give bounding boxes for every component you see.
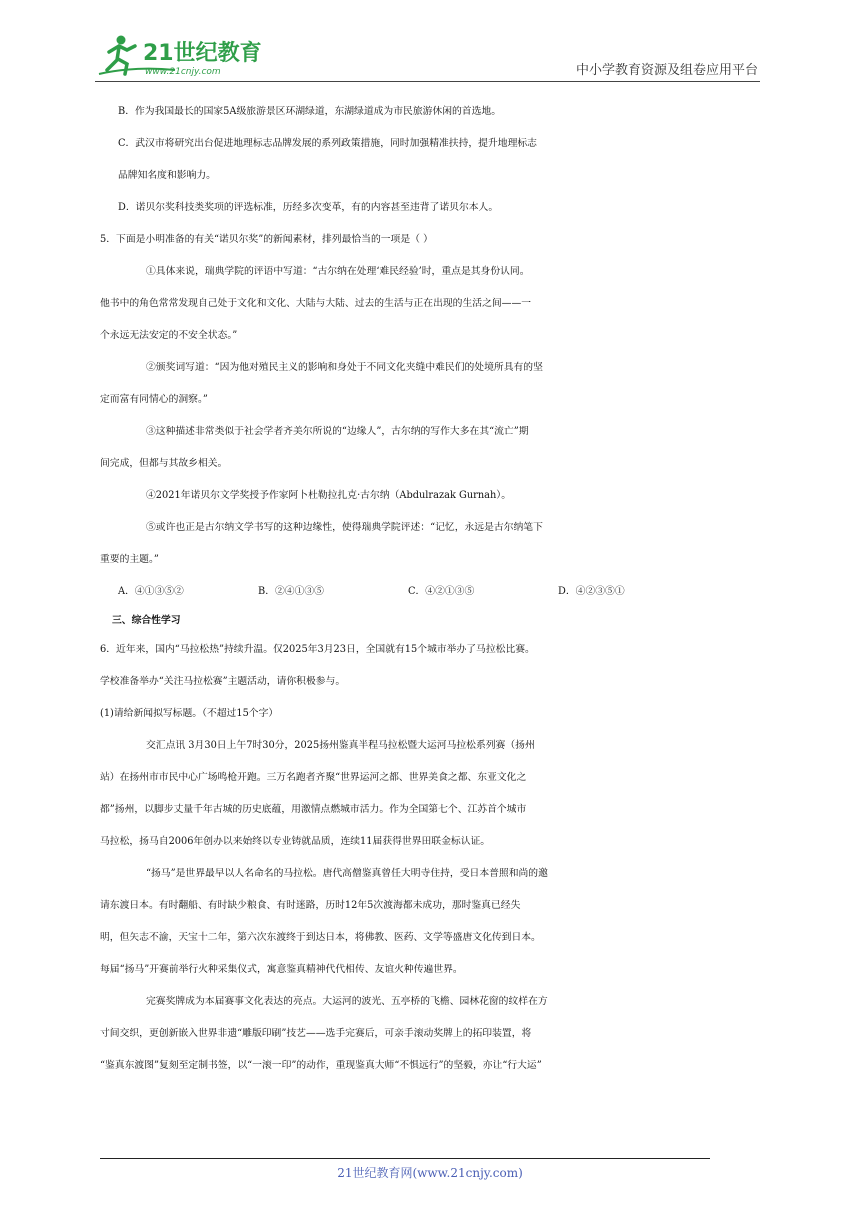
logo-text: 21世纪教育 <box>143 41 262 66</box>
material-2-line1: ②颁奖词写道：“因为他对殖民主义的影响和身处于不同文化夹缝中难民们的处境所具有的坚 <box>146 362 543 373</box>
news-p2-line4: 每届“扬马”开赛前举行火种采集仪式，寓意鉴真精神代代相传、友谊火种传遍世界。 <box>100 964 463 975</box>
document-body <box>100 96 770 1082</box>
news-p3-line2: 寸间交织，更创新嵌入世界非遗“雕版印刷”技艺——选手完赛后，可亲手滚动奖牌上的拓印装置，将 <box>100 1028 532 1039</box>
material-5-line1: ⑤或许也正是古尔纳文学书写的这种边缘性，使得瑞典学院评述：“记忆，永远是古尔纳笔下 <box>146 522 543 533</box>
q5-option-c: C．④②①③⑤ <box>408 586 475 597</box>
question-6-sub1: (1)请给新闻拟写标题。（不超过15个字） <box>100 708 279 719</box>
news-p2-line1: “扬马”是世界最早以人名命名的马拉松。唐代高僧鉴真曾任大明寺住持，受日本普照和尚的邀 <box>146 868 548 879</box>
page-header <box>95 30 760 82</box>
question-5: 5．下面是小明准备的有关“诺贝尔奖”的新闻素材，排列最恰当的一项是（ ） <box>100 234 433 245</box>
news-p3-line1: 完赛奖牌成为本届赛事文化表达的亮点。大运河的波光、五亭桥的飞檐、园林花窗的纹样在方 <box>146 996 548 1007</box>
q5-option-d: D．④②③⑤① <box>558 586 625 597</box>
material-3-line1: ③这种描述非常类似于社会学者齐美尔所说的“边缘人”，古尔纳的写作大多在其“流亡”期 <box>146 426 529 437</box>
footer-divider <box>100 1158 710 1159</box>
news-p1-line3: 都”扬州，以脚步丈量千年古城的历史底蕴，用激情点燃城市活力。作为全国第七个、江苏首个城市 <box>100 804 527 815</box>
question-5-options <box>100 576 770 608</box>
q5-option-a: A．④①③⑤② <box>118 586 184 597</box>
material-1-line1: ①具体来说，瑞典学院的评语中写道：“古尔纳在处理‘难民经验’时，重点是其身份认同。 <box>146 266 530 277</box>
material-5-line2: 重要的主题。” <box>100 554 159 565</box>
section-3-heading: 三、综合性学习 <box>112 615 181 626</box>
option-b: B．作为我国最长的国家5A级旅游景区环湖绿道，东湖绿道成为市民旅游休闲的首选地。 <box>118 106 501 117</box>
option-c-line2: 品牌知名度和影响力。 <box>118 170 216 181</box>
question-6-line1: 6．近年来，国内“马拉松热”持续升温。仅2025年3月23日，全国就有15个城市举办了马拉松比赛。 <box>100 644 535 655</box>
option-d: D．诺贝尔奖科技类奖项的评选标准，历经多次变革，有的内容甚至违背了诺贝尔本人。 <box>118 202 499 213</box>
option-c-line1: C．武汉市将研究出台促进地理标志品牌发展的系列政策措施，同时加强精准扶持，提升地理标志 <box>118 138 537 149</box>
logo-url: www.21cnjy.com <box>145 67 221 77</box>
header-divider <box>95 81 760 82</box>
news-p2-line2: 请东渡日本。有时翻船、有时缺少粮食、有时迷路，历时12年5次渡海都未成功，那时鉴真已经失 <box>100 900 521 911</box>
news-p1-line1: 交汇点讯 3月30日上午7时30分，2025扬州鉴真半程马拉松暨大运河马拉松系列赛（扬州 <box>146 740 535 751</box>
site-logo <box>95 30 265 80</box>
q5-option-b: B．②④①③⑤ <box>258 586 324 597</box>
material-1-line2: 他书中的角色常常发现自己处于文化和文化、大陆与大陆、过去的生活与正在出现的生活之间——一 <box>100 298 532 309</box>
material-4: ④2021年诺贝尔文学奖授予作家阿卜杜勒拉扎克·古尔纳（Abdulrazak Gurnah）。 <box>146 490 511 501</box>
news-p1-line4: 马拉松，扬马自2006年创办以来始终以专业铸就品质，连续11届获得世界田联金标认证。 <box>100 836 491 847</box>
footer-link[interactable]: 21世纪教育网(www.21cnjy.com) <box>337 1166 523 1180</box>
material-1-line3: 个永远无法安定的不安全状态。” <box>100 330 238 341</box>
news-p3-line3: “鉴真东渡图”复刻至定制书签，以“一滚一印”的动作，重现鉴真大师“不惧远行”的坚毅，亦让“行大运” <box>100 1060 542 1071</box>
material-3-line2: 间完成，但都与其故乡相关。 <box>100 458 228 469</box>
news-p2-line3: 明，但矢志不渝，天宝十二年，第六次东渡终于到达日本，将佛教、医药、文学等盛唐文化传到日本。 <box>100 932 541 943</box>
material-2-line2: 定而富有同情心的洞察。” <box>100 394 208 405</box>
platform-name: 中小学教育资源及组卷应用平台 <box>575 63 758 78</box>
question-6-line2: 学校准备举办“关注马拉松赛”主题活动，请你积极参与。 <box>100 676 346 687</box>
news-p1-line2: 站）在扬州市市民中心广场鸣枪开跑。三万名跑者齐聚“世界运河之都、世界美食之都、东亚文化之 <box>100 772 527 783</box>
